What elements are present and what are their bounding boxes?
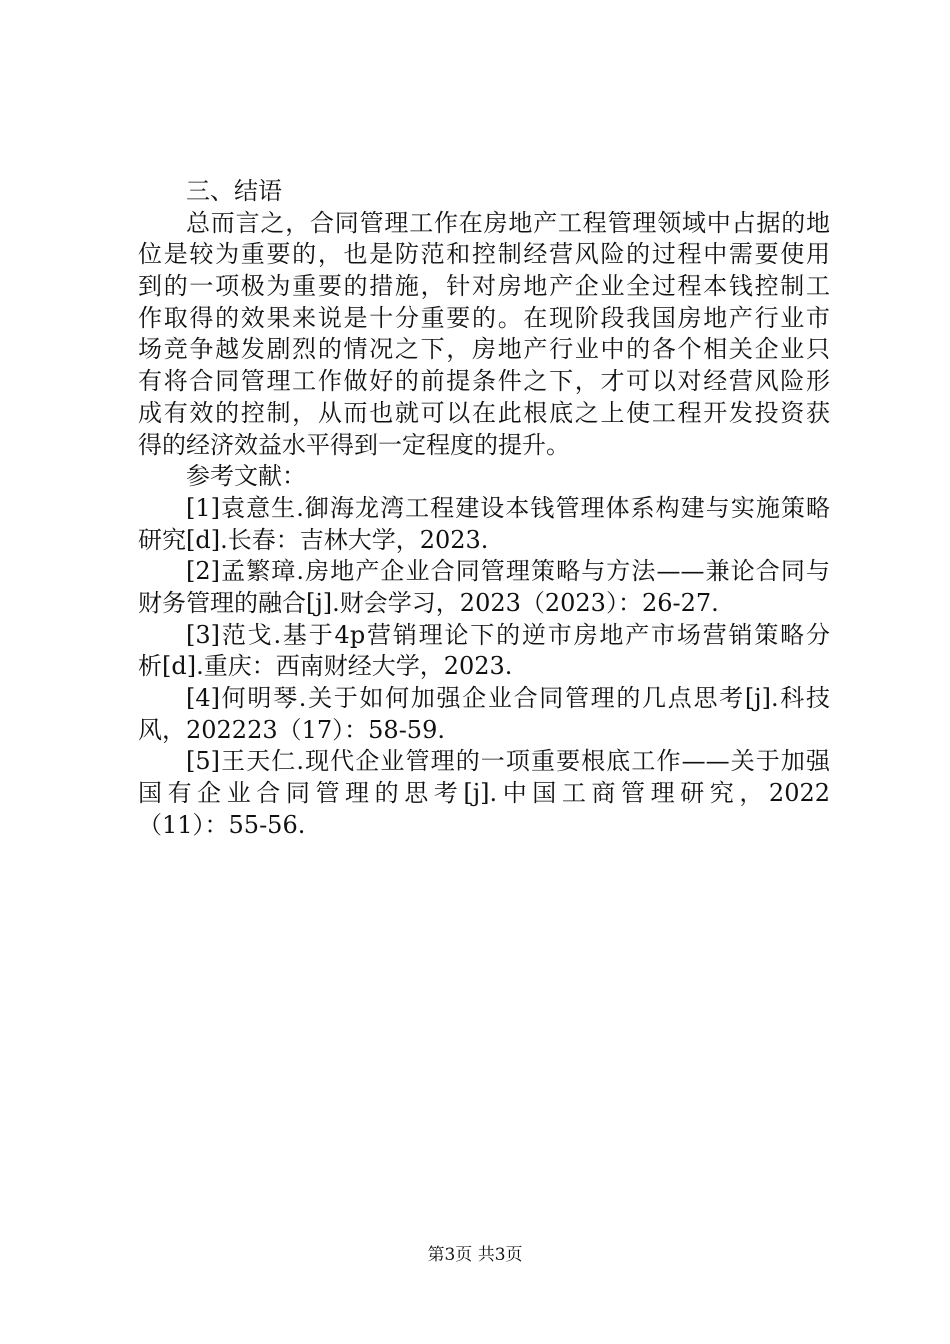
reference-line: [1]袁意生.御海龙湾工程建设本钱管理体系构建与实施策略 [186, 493, 830, 522]
reference-item [138, 620, 830, 683]
paragraph-line: 位是较为重要的，也是防范和控制经营风险的过程中需要使用 [138, 240, 830, 269]
reference-line: [3]范戈.基于4p营销理论下的逆市房地产市场营销策略分 [186, 620, 830, 649]
reference-item [138, 493, 830, 556]
paragraph-line: 成有效的控制，从而也就可以在此根底之上使工程开发投资获 [138, 398, 830, 427]
references-heading: 参考文献： [186, 462, 306, 491]
paragraph-line: 作取得的效果来说是十分重要的。在现阶段我国房地产行业市 [138, 303, 830, 332]
paragraph-line: 有将合同管理工作做好的前提条件之下，才可以对经营风险形 [138, 367, 830, 396]
reference-item [138, 746, 830, 841]
paragraph-line: 到的一项极为重要的措施，针对房地产企业全过程本钱控制工 [138, 272, 830, 301]
reference-line: 财务管理的融合[j].财会学习，2023（2023）：26-27. [138, 588, 719, 617]
conclusion-paragraph [138, 208, 830, 462]
references-list [138, 493, 830, 842]
section-heading: 三、结语 [186, 177, 282, 205]
reference-line: 研究[d].长春：吉林大学，2023. [138, 525, 489, 554]
reference-line: [4]何明琴.关于如何加强企业合同管理的几点思考[j].科技 [186, 684, 830, 712]
paragraph-line: 总而言之，合同管理工作在房地产工程管理领域中占据的地 [186, 208, 830, 237]
reference-item [138, 683, 830, 746]
reference-line: [2]孟繁璋.房地产企业合同管理策略与方法——兼论合同与 [186, 557, 830, 586]
page-footer: 第3页 共3页 [427, 1245, 523, 1265]
reference-line: [5]王天仁.现代企业管理的一项重要根底工作——关于加强 [186, 747, 830, 776]
reference-line: 析[d].重庆：西南财经大学，2023. [138, 652, 513, 681]
paragraph-line: 场竞争越发剧烈的情况之下，房地产行业中的各个相关企业只 [138, 335, 830, 364]
reference-line: 风，202223（17）：58-59. [138, 715, 445, 744]
paragraph-line: 得的经济效益水平得到一定程度的提升。 [138, 430, 570, 459]
reference-line: （11）：55-56. [138, 810, 306, 839]
page-body [138, 176, 830, 841]
reference-item [138, 556, 830, 619]
reference-line: 国有企业合同管理的思考[j].中国工商管理研究，2022 [138, 779, 830, 808]
